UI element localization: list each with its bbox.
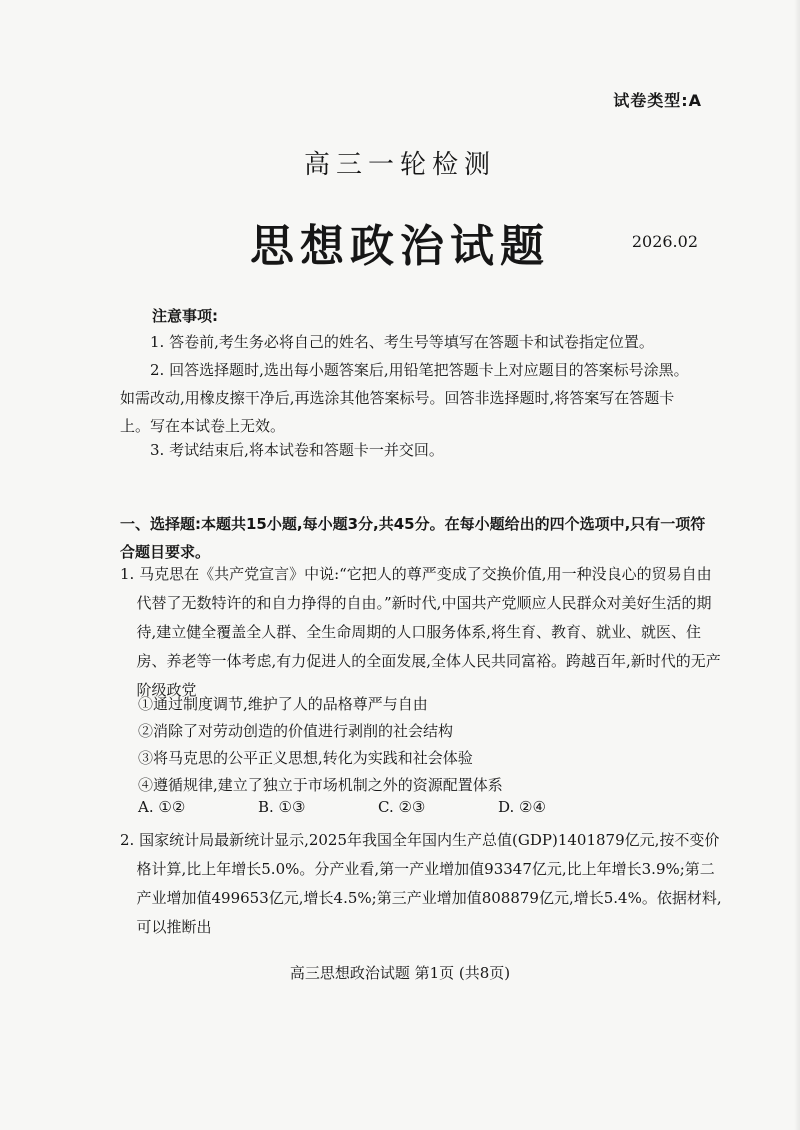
- section-heading: 一、选择题:本题共15小题,每小题3分,共45分。在每小题给出的四个选项中,只有一项符合题目要求。: [120, 515, 706, 561]
- question-1-option-3: ③将马克思的公平正义思想,转化为实践和社会体验: [138, 749, 473, 767]
- page-footer: 高三思想政治试题 第1页 (共8页): [289, 964, 511, 982]
- question-1-choices: [138, 798, 638, 816]
- notice-item-3: 3. 考试结束后,将本试卷和答题卡一并交回。: [150, 441, 444, 459]
- paper-type-label: 试卷类型:A: [613, 91, 702, 110]
- question-1-option-2: ②消除了对劳动创造的价值进行剥削的社会结构: [138, 722, 454, 740]
- choice-d: D. ②④: [498, 798, 546, 816]
- notice-item-1: 1. 答卷前,考生务必将自己的姓名、考生号等填写在答题卡和试卷指定位置。: [150, 333, 654, 351]
- notice-heading: 注意事项:: [152, 307, 218, 325]
- question-1-option-1: ①通过制度调节,维护了人的品格尊严与自由: [138, 695, 428, 713]
- exam-subtitle: 高三一轮检测: [303, 150, 496, 180]
- notice-item-2: 2. 回答选择题时,选出每小题答案后,用铅笔把答题卡上对应题目的答案标号涂黑。如需改动,用橡皮擦干净后,再选涂其他答案标号。回答非选择题时,将答案写在答题卡上。写在本试卷上无效。: [120, 361, 689, 435]
- page-title: 思想政治试题: [250, 221, 550, 272]
- question-1-option-4: ④遵循规律,建立了独立于市场机制之外的资源配置体系: [138, 776, 503, 794]
- choice-a: A. ①②: [138, 798, 186, 816]
- scan-edge-shadow: [794, 0, 800, 1130]
- choice-c: C. ②③: [378, 798, 426, 816]
- question-2-stem: 2. 国家统计局最新统计显示,2025年我国全年国内生产总值(GDP)1401879亿元,按不变价格计算,比上年增长5.0%。分产业看,第一产业增加值93347亿元,比上年增长3.9%;第二产业增加值499653亿元,增长4.5%;第三产业增加值808879亿元,增长5.4%。依据材料,可以推断出: [120, 831, 722, 936]
- question-1-stem: 1. 马克思在《共产党宣言》中说:“它把人的尊严变成了交换价值,用一种没良心的贸易自由代替了无数特许的和自力挣得的自由。”新时代,中国共产党顺应人民群众对美好生活的期待,建立健全覆盖全人群、全生命周期的人口服务体系,将生育、教育、就业、就医、住房、养老等一体考虑,有力促进人的全面发展,全体人民共同富裕。跨越百年,新时代的无产阶级政党: [120, 565, 721, 699]
- exam-date: 2026.02: [631, 232, 698, 251]
- choice-b: B. ①③: [258, 798, 306, 816]
